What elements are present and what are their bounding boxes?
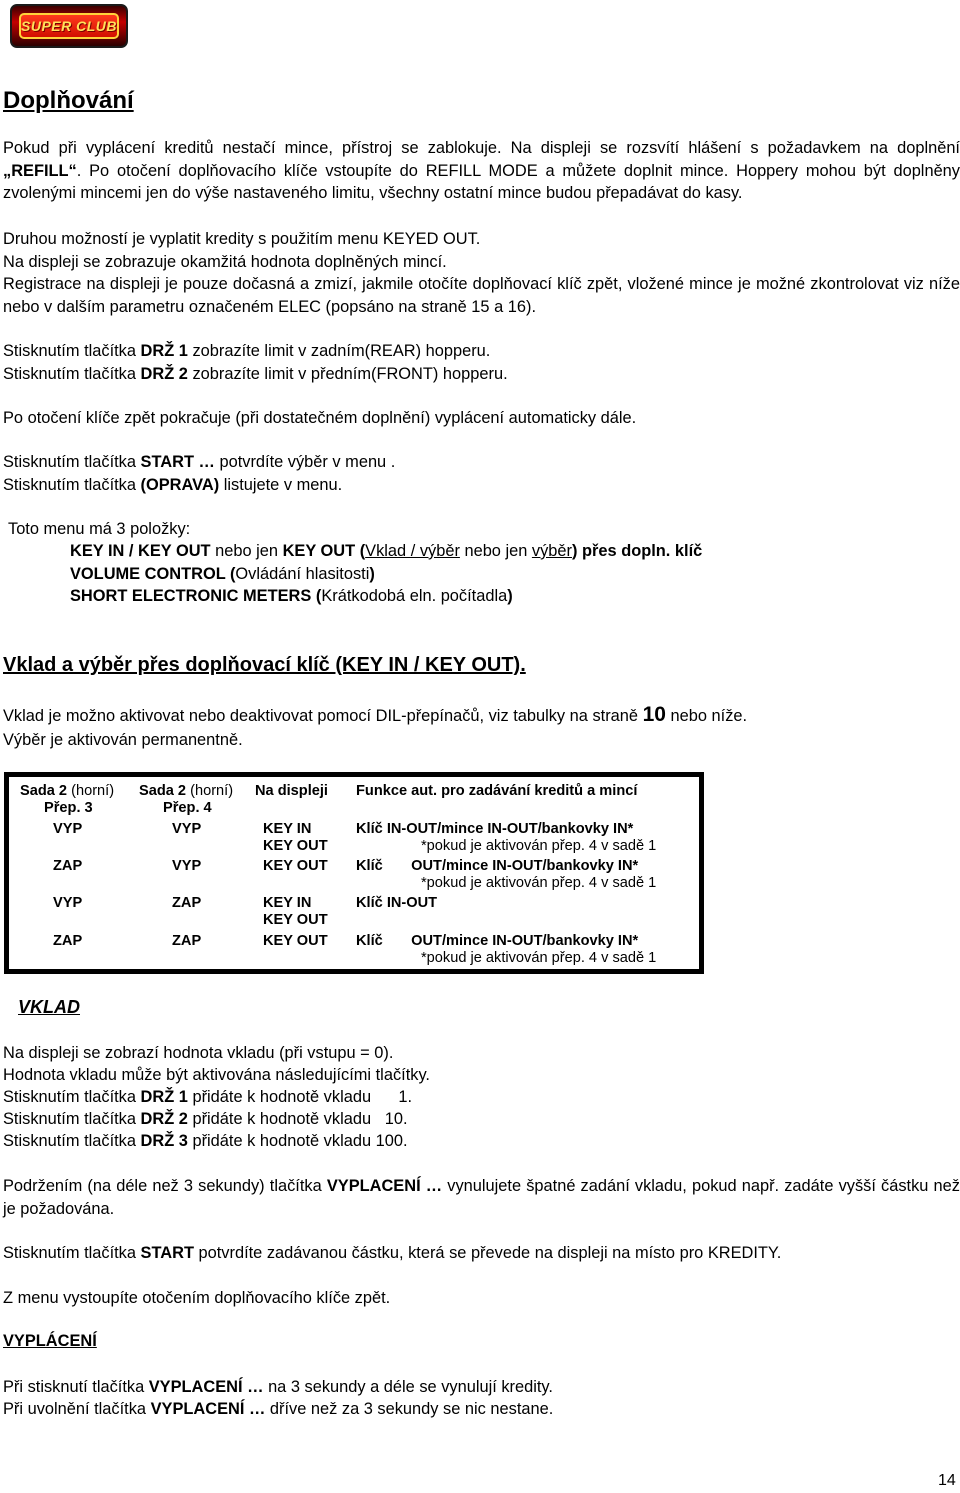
confirm-c: potvrdíte zadávanou částku, která se převede na displeji na místo pro KREDITY.	[193, 1244, 782, 1262]
menu-item-3-b: Krátkodobá eln. počítadla	[321, 587, 508, 605]
hold2-button: DRŽ 2	[140, 365, 188, 383]
vklad-line-5	[3, 1130, 960, 1153]
th1-b: (horní)	[71, 783, 115, 799]
vklad-line-2: Hodnota vkladu může být aktivována následujícími tlačítky.	[3, 1066, 430, 1084]
th2-b: (horní)	[190, 783, 234, 799]
hold1-suffix: zobrazíte limit v zadním(REAR) hopperu.	[187, 342, 491, 360]
vklad-line-1: Na displeji se zobrazí hodnota vkladu (při vstupu = 0).	[3, 1044, 394, 1062]
vypl-l1-b: VYPLACENÍ …	[148, 1378, 264, 1396]
menu-item-2-a: VOLUME CONTROL (	[70, 565, 236, 583]
hold2-line	[3, 363, 960, 386]
r2-c1: ZAP	[53, 858, 83, 874]
start-prefix: Stisknutím tlačítka	[3, 453, 141, 471]
super-club-logo	[10, 4, 128, 48]
oprava-line	[3, 474, 960, 497]
dil-table	[4, 772, 704, 974]
r4-c1: ZAP	[53, 933, 83, 949]
vyplaceni-heading: VYPLÁCENÍ	[3, 1332, 97, 1350]
vklad-l3-a: Stisknutím tlačítka	[3, 1088, 141, 1106]
paragraph-continue: Po otočení klíče zpět pokračuje (při dostatečném doplnění) vyplácení automaticky dále.	[3, 409, 637, 427]
reset-b: VYPLACENÍ …	[326, 1177, 443, 1195]
th-function: Funkce aut. pro zadávání kreditů a mincí	[356, 783, 638, 799]
vklad-l3-c: přidáte k hodnotě vkladu 1.	[187, 1088, 413, 1106]
menu-item-1-d: Vklad / výběr	[365, 542, 460, 560]
oprava-prefix: Stisknutím tlačítka	[3, 476, 141, 494]
paragraph-display-value: Na displeji se zobrazuje okamžitá hodnota doplněných mincí.	[3, 253, 447, 271]
r1-c1: VYP	[53, 821, 83, 837]
menu-item-1-b: nebo jen	[210, 542, 283, 560]
r3-c2: ZAP	[172, 895, 202, 911]
hold2-prefix: Stisknutím tlačítka	[3, 365, 141, 383]
hold1-prefix: Stisknutím tlačítka	[3, 342, 141, 360]
th2-c: Přep. 4	[163, 800, 212, 816]
start-suffix: potvrdíte výběr v menu .	[214, 453, 396, 471]
r1-note: *pokud je aktivován přep. 4 v sadě 1	[421, 838, 657, 854]
r4-c2: ZAP	[172, 933, 202, 949]
r1-c3a: KEY IN	[263, 821, 312, 837]
paragraph-dil	[3, 704, 960, 728]
menu-item-1-g: ) přes dopln. klíč	[572, 542, 703, 560]
paragraph-exit: Z menu vystoupíte otočením doplňovacího klíče zpět.	[3, 1289, 391, 1307]
th1-c: Přep. 3	[44, 800, 93, 816]
vypl-line-1	[3, 1376, 960, 1399]
hold1-line	[3, 340, 960, 363]
vklad-l5-c: přidáte k hodnotě vkladu 100.	[187, 1132, 408, 1150]
hold1-button: DRŽ 1	[140, 342, 188, 360]
refill-text-2: . Po otočení doplňovacího klíče vstoupíte do REFILL MODE a můžete doplnit mince. Hoppery mohou být doplněny zvolenými mincemi jen do výše nastaveného limitu, všechny ostatní mince budou přepadávat do kasy.	[3, 161, 960, 202]
r4-note: *pokud je aktivován přep. 4 v sadě 1	[421, 950, 657, 966]
r3-c3a: KEY IN	[263, 895, 312, 911]
menu-item-1-a: KEY IN / KEY OUT	[70, 542, 211, 560]
start-line	[3, 451, 960, 474]
vypl-l2-a: Při uvolnění tlačítka	[3, 1400, 151, 1418]
menu-item-1-e: nebo jen	[459, 542, 532, 560]
logo-text: SUPER CLUB	[21, 17, 118, 34]
vklad-l5-a: Stisknutím tlačítka	[3, 1132, 141, 1150]
r3-c3b: KEY OUT	[263, 912, 328, 928]
r1-c2: VYP	[172, 821, 202, 837]
r2-c3a: KEY OUT	[263, 858, 328, 874]
dil-prefix: Vklad je možno aktivovat nebo deaktivovat pomocí DIL-přepínačů, viz tabulky na straně	[3, 707, 643, 725]
paragraph-keyed-out: Druhou možností je vyplatit kredity s použitím menu KEYED OUT.	[3, 230, 481, 248]
r3-c1: VYP	[53, 895, 83, 911]
start-button: START …	[140, 453, 215, 471]
section-heading-key-in-out: Vklad a výběr přes doplňovací klíč (KEY IN / KEY OUT).	[3, 654, 526, 676]
th-display: Na displeji	[255, 783, 328, 799]
th1-a: Sada 2	[20, 783, 72, 799]
menu-intro: Toto menu má 3 položky:	[8, 520, 191, 538]
dil-page-ref: 10	[642, 703, 666, 726]
r2-c4: Klíč OUT/mince IN-OUT/bankovky IN*	[356, 858, 639, 874]
menu-item-1-f: výběr	[531, 542, 572, 560]
r2-note: *pokud je aktivován přep. 4 v sadě 1	[421, 875, 657, 891]
paragraph-reset	[3, 1175, 960, 1220]
vklad-l4-b: DRŽ 2	[140, 1110, 188, 1128]
vypl-l1-c: na 3 sekundy a déle se vynulují kredity.	[263, 1378, 553, 1396]
menu-item-1-c: KEY OUT (	[282, 542, 366, 560]
confirm-a: Stisknutím tlačítka	[3, 1244, 141, 1262]
oprava-suffix: listujete v menu.	[219, 476, 343, 494]
menu-item-key-in-out	[70, 540, 702, 563]
menu-item-3-a: SHORT ELECTRONIC METERS (	[70, 587, 322, 605]
menu-item-2-c: )	[369, 565, 375, 583]
page-number: 14	[938, 1472, 956, 1489]
th-set2-sw4	[139, 783, 233, 800]
reset-a: Podržením (na déle než 3 sekundy) tlačítka	[3, 1177, 327, 1195]
paragraph-start-confirm	[3, 1242, 960, 1265]
page-title: Doplňování	[3, 87, 134, 114]
menu-item-volume	[70, 563, 375, 586]
vklad-l3-b: DRŽ 1	[140, 1088, 188, 1106]
dil-suffix: nebo níže.	[665, 707, 748, 725]
confirm-b: START	[140, 1244, 194, 1262]
reset-c: vynulujete špatné zadání vkladu, pokud např. zadáte vyšší částku než je požadována.	[3, 1177, 960, 1218]
r2-c2: VYP	[172, 858, 202, 874]
vklad-heading: VKLAD	[18, 997, 80, 1017]
vklad-line-4	[3, 1108, 960, 1131]
r3-c4: Klíč IN-OUT	[356, 895, 438, 911]
vklad-l4-c: přidáte k hodnotě vkladu 10.	[187, 1110, 408, 1128]
vklad-l4-a: Stisknutím tlačítka	[3, 1110, 141, 1128]
hold2-suffix: zobrazíte limit v předním(FRONT) hopperu.	[187, 365, 508, 383]
th2-a: Sada 2	[139, 783, 191, 799]
dil-table-body	[8, 776, 700, 970]
vypl-l2-b: VYPLACENÍ …	[150, 1400, 266, 1418]
menu-item-meters	[70, 585, 513, 608]
vypl-line-2	[3, 1398, 960, 1421]
paragraph-registration: Registrace na displeji je pouze dočasná a zmizí, jakmile otočíte doplňovací klíč zpět, vložené mince je možné zkontrolovat viz níže nebo v dalším parametru označeném ELEC (popsáno na straně 15 a 16).	[3, 275, 960, 316]
oprava-button: (OPRAVA)	[140, 476, 220, 494]
vypl-l2-c: dříve než za 3 sekundy se nic nestane.	[265, 1400, 554, 1418]
vypl-l1-a: Při stisknutí tlačítka	[3, 1378, 149, 1396]
menu-item-2-b: Ovládání hlasitosti	[235, 565, 370, 583]
vklad-l5-b: DRŽ 3	[140, 1132, 188, 1150]
logo-badge	[19, 13, 119, 39]
refill-text-1: Pokud při vyplácení kreditů nestačí mince, přístroj se zablokuje. Na displeji se rozsvítí hlášení s požadavkem na doplnění	[3, 139, 960, 157]
r1-c3b: KEY OUT	[263, 838, 328, 854]
refill-keyword: „REFILL“	[3, 161, 77, 180]
vklad-line-3	[3, 1086, 960, 1109]
r4-c3a: KEY OUT	[263, 933, 328, 949]
r4-c4: Klíč OUT/mince IN-OUT/bankovky IN*	[356, 933, 639, 949]
r1-c4: Klíč IN-OUT/mince IN-OUT/bankovky IN*	[356, 821, 634, 837]
menu-item-3-c: )	[507, 587, 513, 605]
paragraph-permanent: Výběr je aktivován permanentně.	[3, 731, 243, 749]
th-set2-sw3	[20, 783, 114, 800]
paragraph-refill	[3, 137, 960, 205]
